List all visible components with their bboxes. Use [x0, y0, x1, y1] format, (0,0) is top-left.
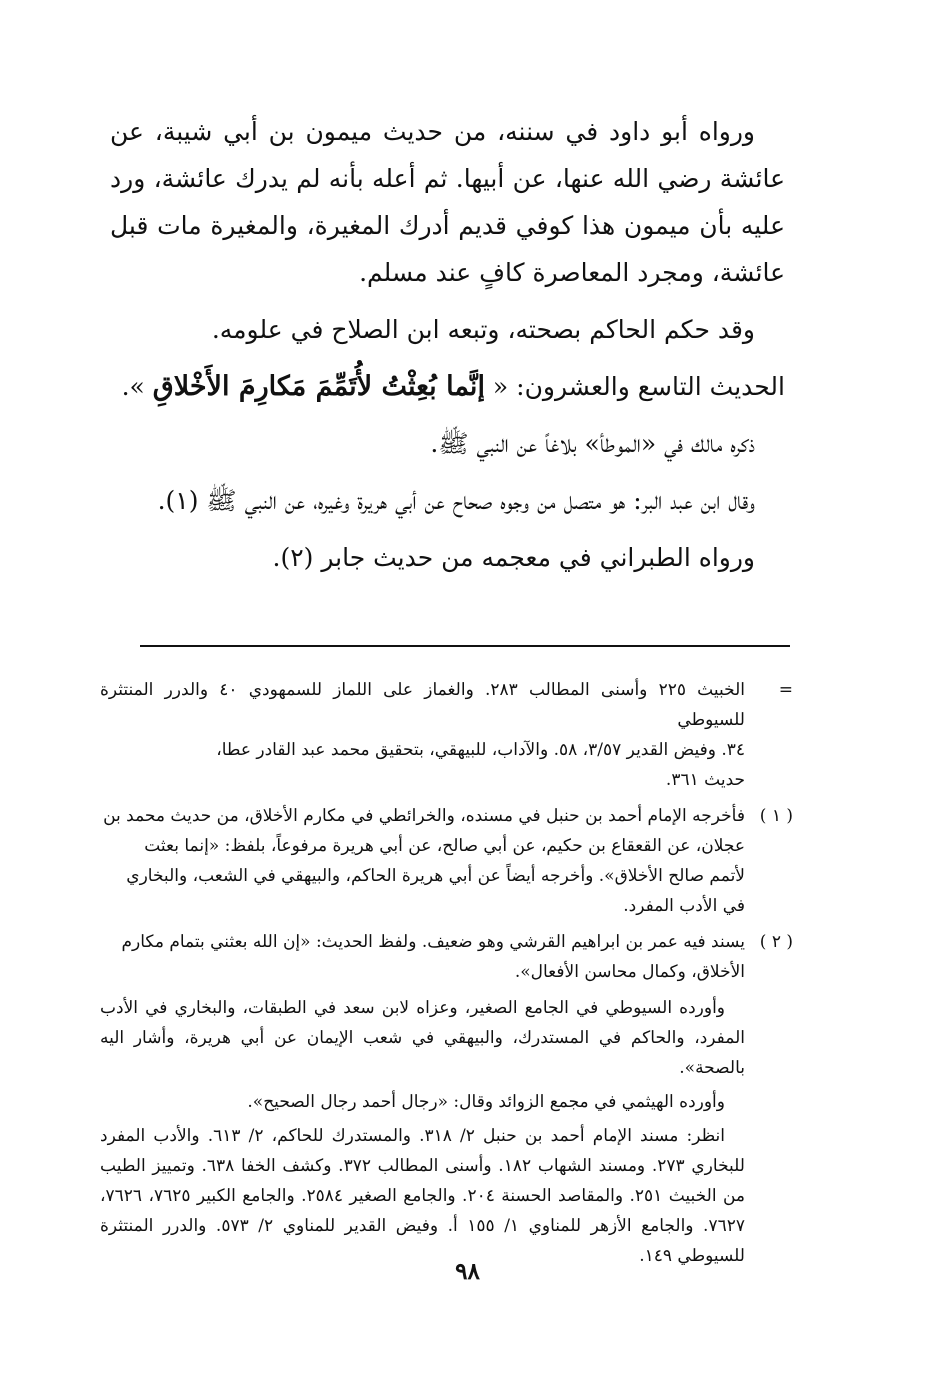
footnotes [100, 675, 793, 1275]
footnote-2-references: انظر: مسند الإمام أحمد بن حنبل ٢/ ٣١٨. والمستدرك للحاكم، ٢/ ٦١٣. والأدب المفرد للبخاري ٢٧٣. ومسند الشهاب ١٨٢. وأسنى المطالب ٣٧٢. وكشف الخفا ٦٣٨. وتمييز الطيب من الخبيث ٢٥١. والمقاصد الحسنة ٢٠٤. والجامع الصغير ٢٥٨٤. والجامع الكبير ٧٦٢٥، ٧٦٢٦، ٧٦٢٧. والجامع الأزهر للمناوي ١/ ١٥٥ أ. وفيض القدير للمناوي ٢/ ٥٧٣. والدرر المنتثرة للسيوطي ١٤٩. [100, 1126, 746, 1266]
footnote-line: الخبيث ٢٢٥ وأسنى المطالب ٢٨٣. والغماز على اللماز للسمهودي ٤٠ والدرر المنتثرة للسيوطي [100, 680, 746, 730]
paragraph-3 [110, 363, 785, 410]
footnote-2 [100, 927, 793, 987]
footnote-line: في الأدب المفرد. [623, 896, 745, 916]
paragraph-4: ذكره مالك في «الموطأ» بلاغاً عن النبي ﷺ. [430, 429, 755, 458]
hadith-heading: الحديث التاسع والعشرون: « [484, 372, 785, 401]
footnote-line: فأخرجه الإمام أحمد بن حنبل في مسنده، والخرائطي في مكارم الأخلاق، من حديث محمد بن [103, 806, 745, 826]
paragraph-1: ورواه أبو داود في سننه، من حديث ميمون بن أبي شيبة، عن عائشة رضي الله عنها، عن أبيها. ثم أعله بأنه لم يدرك عائشة، ورد عليه بأن ميمون هذا كوفي قديم أدرك المغيرة، والمغيرة مات قبل عائشة، ومجرد المعاصرة كافٍ عند مسلم. [110, 117, 785, 287]
footnote-divider [140, 645, 790, 647]
page-number: ٩٨ [455, 1258, 480, 1285]
footnote-line: ٣٤. وفيض القدير ٣/٥٧، ٥٨. والآداب، للبيهقي، بتحقيق محمد عبد القادر عطا، [216, 740, 745, 760]
footnote-1 [100, 801, 793, 921]
footnote-line: الأخلاق، وكمال محاسن الأفعال». [514, 962, 745, 982]
footnote-line: عجلان، عن القعقاع بن حكيم، عن أبي صالح، عن أبي هريرة مرفوعاً، بلفظ: «إنما بعثت [144, 836, 745, 856]
footnote-line: لأتمم صالح الأخلاق». وأخرجه أيضاً عن أبي هريرة الحاكم، والبيهقي في الشعب، والبخاري [126, 866, 745, 886]
footnote-2-suyuti: وأورده السيوطي في الجامع الصغير، وعزاه لابن سعد في الطبقات، والبخاري في الأدب المفرد، والحاكم في المستدرك، والبيهقي في شعب الإيمان عن أبي هريرة، وأشار اليه بالصحة». [100, 998, 745, 1078]
continuation-marker: = [778, 680, 793, 700]
hadith-closing: ». [121, 372, 153, 401]
paragraph-2: وقد حكم الحاكم بصحته، وتبعه ابن الصلاح في علومه. [211, 315, 755, 344]
footnote-continuation [100, 675, 793, 795]
paragraph-5: وقال ابن عبد البر: هو متصل من وجوه صحاح عن أبي هريرة وغيره، عن النبي ﷺ (١). [157, 486, 755, 515]
footnote-1-marker: ( ١ ) [759, 806, 793, 826]
footnote-2-marker: ( ٢ ) [759, 932, 793, 952]
footnote-line: يسند فيه عمر بن ابراهيم القرشي وهو ضعيف. ولفظ الحديث: «إن الله بعثني بتمام مكارم [121, 932, 745, 952]
footnote-2-haythami: وأورده الهيثمي في مجمع الزوائد وقال: «رجال أحمد رجال الصحيح». [247, 1092, 725, 1112]
hadith-text: إنَّما بُعِثْتُ لأُتَمِّمَ مَكارِمَ الأَخْلاقِ [152, 371, 485, 402]
paragraph-6: ورواه الطبراني في معجمه من حديث جابر (٢). [272, 543, 755, 572]
footnote-line: حديث ٣٦١. [665, 770, 745, 790]
main-text [110, 108, 785, 591]
